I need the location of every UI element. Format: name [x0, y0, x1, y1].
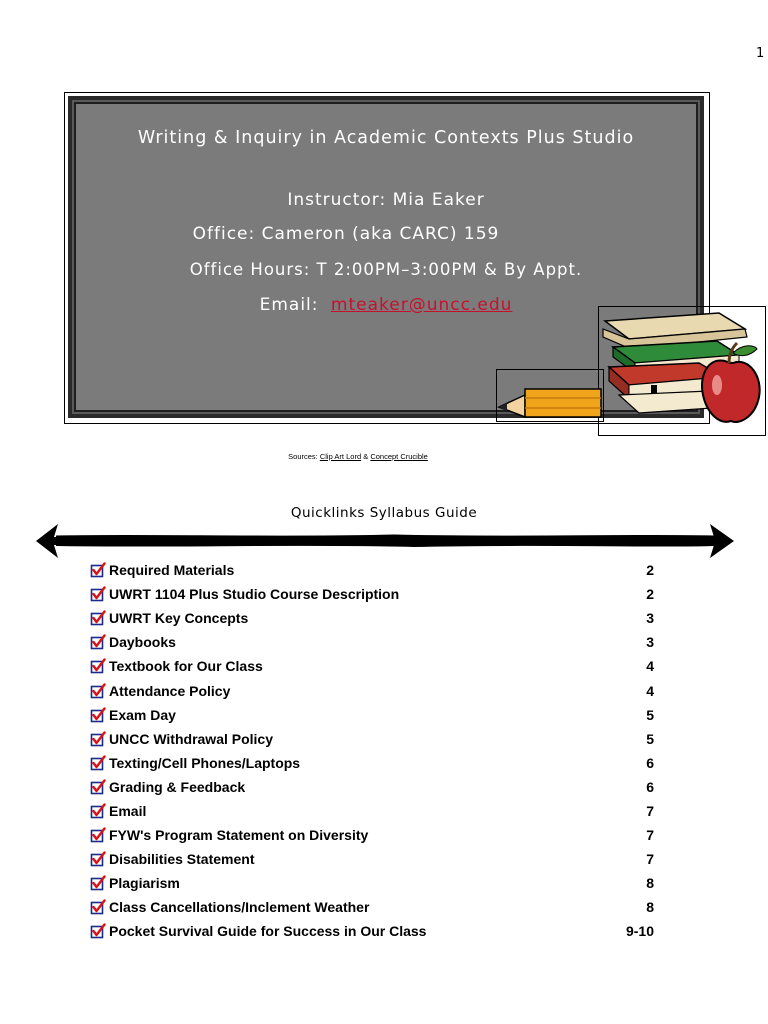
toc-item-label: Class Cancellations/Inclement Weather	[109, 899, 370, 916]
toc-item-page: 4	[646, 682, 654, 699]
double-arrow-divider	[34, 520, 736, 562]
toc-item-page: 2	[646, 562, 654, 579]
books-apple-icon	[599, 307, 765, 435]
checked-box-icon	[90, 803, 106, 819]
toc-item-page: 6	[646, 778, 654, 795]
checked-box-icon	[90, 779, 106, 795]
toc-item-label: Plagiarism	[109, 875, 180, 892]
toc-item-label: Disabilities Statement	[109, 851, 255, 868]
sources-prefix: Sources:	[288, 452, 318, 461]
toc-item-page: 4	[646, 658, 654, 675]
toc-item[interactable]	[90, 703, 660, 727]
toc-item-page: 2	[646, 586, 654, 603]
checked-box-icon	[90, 923, 106, 939]
office-location: Office: Cameron (aka CARC) 159	[192, 224, 500, 244]
toc-item[interactable]	[90, 654, 660, 678]
toc-item[interactable]	[90, 606, 660, 630]
checked-box-icon	[90, 707, 106, 723]
toc-item-label: Attendance Policy	[109, 682, 231, 699]
email-link[interactable]: mteaker@uncc.edu	[330, 295, 513, 315]
checked-box-icon	[90, 851, 106, 867]
toc-item[interactable]	[90, 847, 660, 871]
syllabus-toc	[90, 558, 660, 944]
toc-item[interactable]	[90, 895, 660, 919]
pencil-icon	[497, 370, 603, 421]
toc-item-label: Grading & Feedback	[109, 778, 246, 795]
source-link-concept-crucible[interactable]: Concept Crucible	[370, 452, 428, 461]
toc-item[interactable]	[90, 678, 660, 702]
checked-box-icon	[90, 731, 106, 747]
pencil-clipart	[496, 369, 604, 422]
toc-item-label: Pocket Survival Guide for Success in Our Class	[109, 923, 427, 940]
toc-item-page: 3	[646, 610, 654, 627]
toc-item-label: UNCC Withdrawal Policy	[109, 730, 274, 747]
toc-item-label: UWRT 1104 Plus Studio Course Description	[109, 586, 400, 603]
toc-item-page: 8	[646, 875, 654, 892]
checked-box-icon	[90, 875, 106, 891]
email-label: Email:	[259, 295, 319, 315]
toc-item-label: Texting/Cell Phones/Laptops	[109, 754, 301, 771]
books-apple-clipart	[598, 306, 766, 436]
checked-box-icon	[90, 634, 106, 650]
toc-item-page: 9-10	[625, 923, 654, 940]
clipart-sources	[0, 452, 716, 461]
toc-item-page: 5	[646, 706, 654, 723]
toc-item[interactable]	[90, 582, 660, 606]
toc-item[interactable]	[90, 823, 660, 847]
toc-item-label: Exam Day	[109, 706, 176, 723]
checked-box-icon	[90, 683, 106, 699]
toc-item-label: Daybooks	[109, 634, 176, 651]
toc-item-page: 5	[646, 730, 654, 747]
checked-box-icon	[90, 899, 106, 915]
checked-box-icon	[90, 827, 106, 843]
checked-box-icon	[90, 562, 106, 578]
page-number: 1	[756, 46, 765, 61]
toc-item-label: Textbook for Our Class	[109, 658, 263, 675]
toc-item-label: FYW's Program Statement on Diversity	[109, 827, 369, 844]
toc-item-label: UWRT Key Concepts	[109, 610, 249, 627]
toc-item-label: Email	[109, 802, 147, 819]
instructor-name: Instructor: Mia Eaker	[287, 190, 485, 210]
course-title: Writing & Inquiry in Academic Contexts Plus Studio	[137, 128, 635, 148]
toc-item-page: 7	[646, 851, 654, 868]
sources-separator: &	[363, 452, 369, 461]
guide-title: Quicklinks Syllabus Guide	[290, 505, 478, 521]
toc-item-page: 7	[646, 802, 654, 819]
toc-item[interactable]	[90, 775, 660, 799]
checked-box-icon	[90, 610, 106, 626]
checked-box-icon	[90, 586, 106, 602]
checked-box-icon	[90, 658, 106, 674]
toc-item[interactable]	[90, 558, 660, 582]
toc-item[interactable]	[90, 630, 660, 654]
toc-item-page: 3	[646, 634, 654, 651]
toc-item[interactable]	[90, 727, 660, 751]
toc-item-page: 8	[646, 899, 654, 916]
toc-item-label: Required Materials	[109, 562, 235, 579]
office-hours: Office Hours: T 2:00PM–3:00PM & By Appt.	[189, 260, 583, 279]
checked-box-icon	[90, 755, 106, 771]
toc-item[interactable]	[90, 919, 660, 943]
source-link-clip-art-lord[interactable]: Clip Art Lord	[319, 452, 362, 461]
toc-item[interactable]	[90, 751, 660, 775]
toc-item-page: 6	[646, 754, 654, 771]
toc-item[interactable]	[90, 799, 660, 823]
toc-item[interactable]	[90, 871, 660, 895]
toc-item-page: 7	[646, 827, 654, 844]
